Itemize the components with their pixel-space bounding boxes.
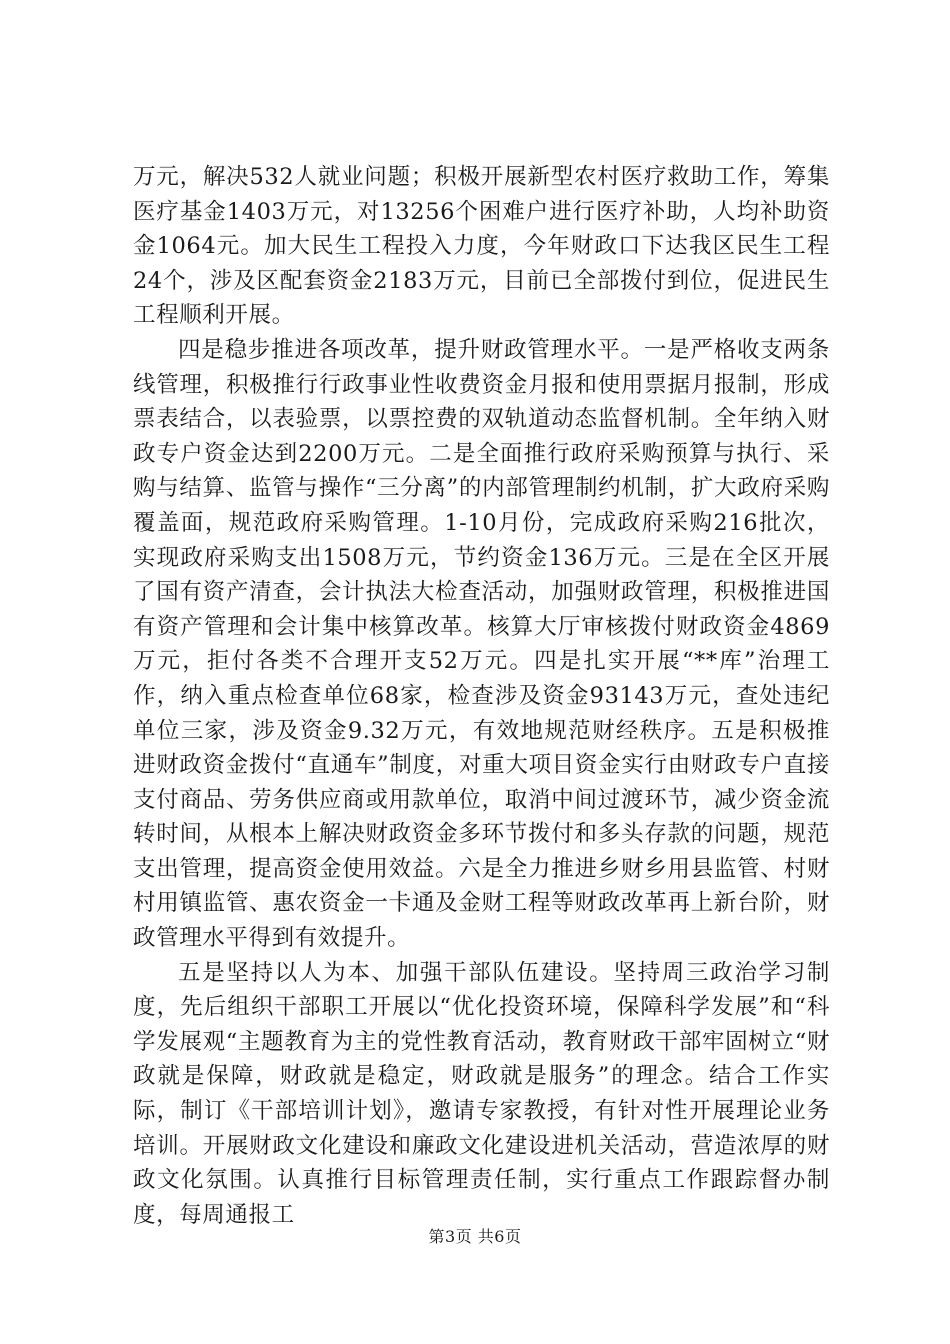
paragraph-staff-building: 五是坚持以人为本、加强干部队伍建设。坚持周三政治学习制度，先后组织干部职工开展以“优化投资环境，保障科学发展”和“科学发展观“主题教育为主的党性教育活动，教育财政干部牢固树立“财政就是保障，财政就是稳定，财政就是服务”的理念。结合工作实际，制订《干部培训计划》，邀请专家教授，有针对性开展理论业务培训。开展财政文化建设和廉政文化建设进机关活动，营造浓厚的财政文化氛围。认真推行目标管理责任制，实行重点工作跟踪督办制度，每周通报工 <box>133 959 830 1228</box>
document-body <box>133 160 830 1232</box>
paragraph-reform: 四是稳步推进各项改革，提升财政管理水平。一是严格收支两条线管理，积极推行行政事业性收费资金月报和使用票据月报制，形成票表结合，以表验票，以票控费的双轨道动态监督机制。全年纳入财政专户资金达到2200万元。二是全面推行政府采购预算与执行、采购与结算、监管与操作“三分离”的内部管理制约机制，扩大政府采购覆盖面，规范政府采购管理。1-10月份，完成政府采购216批次，实现政府采购支出1508万元，节约资金136万元。三是在全区开展了国有资产清查，会计执法大检查活动，加强财政管理，积极推进国有资产管理和会计集中核算改革。核算大厅审核拨付财政资金4869万元，拒付各类不合理开支52万元。四是扎实开展“**库”治理工作，纳入重点检查单位68家，检查涉及资金93143万元，查处违纪单位三家，涉及资金9.32万元，有效地规范财经秩序。五是积极推进财政资金拨付“直通车”制度，对重大项目资金实行由财政专户直接支付商品、劳务供应商或用款单位，取消中间过渡环节，减少资金流转时间，从根本上解决财政资金多环节拨付和多头存款的问题，规范支出管理，提高资金使用效益。六是全力推进乡财乡用县监管、村财村用镇监管、惠农资金一卡通及金财工程等财政改革再上新台阶，财政管理水平得到有效提升。 <box>133 336 830 952</box>
page-number-footer: 第3页 共6页 <box>428 1227 522 1246</box>
paragraph-continuation: 万元，解决532人就业问题；积极开展新型农村医疗救助工作，筹集医疗基金1403万元，对13256个困难户进行医疗补助，人均补助资金1064元。加大民生工程投入力度，今年财政口下达我区民生工程24个，涉及区配套资金2183万元，目前已全部拨付到位，促进民生工程顺利开展。 <box>133 164 830 329</box>
